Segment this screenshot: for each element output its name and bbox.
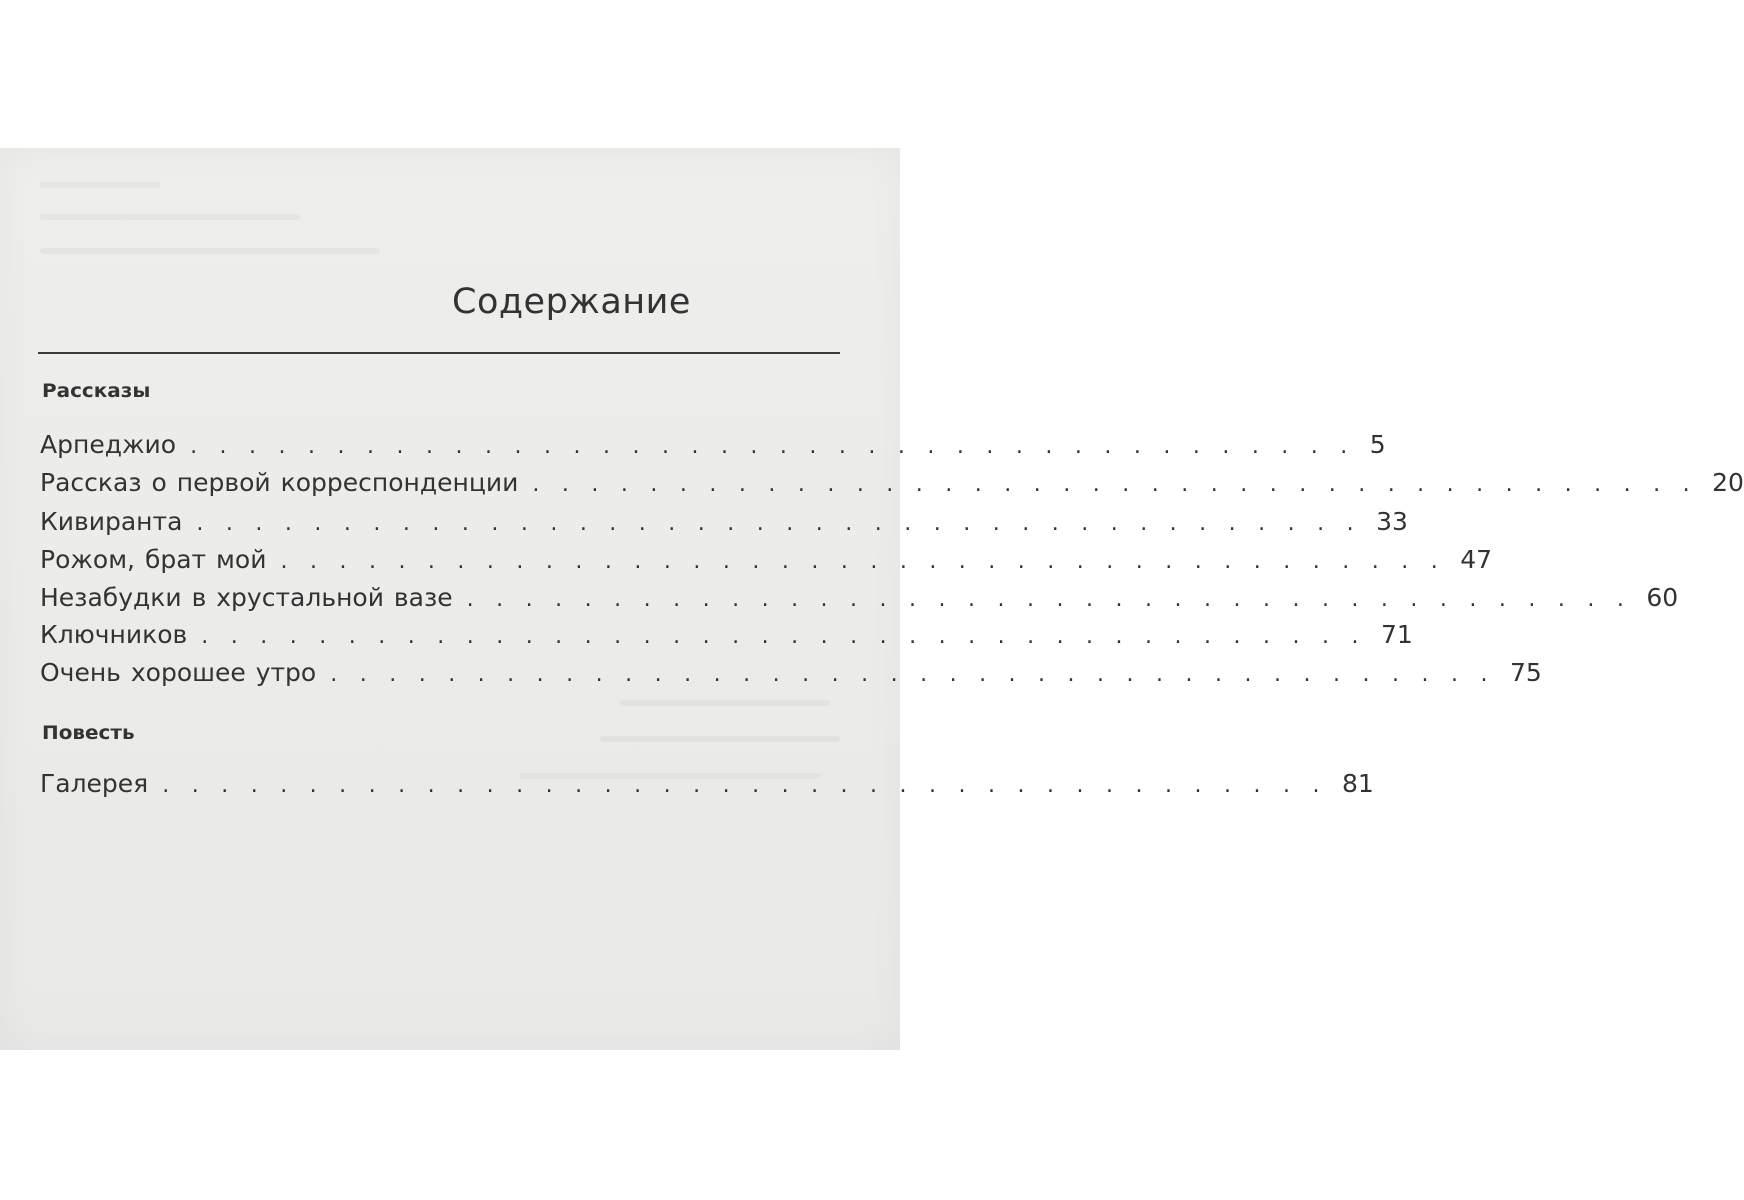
dot-leader: ........................................ (280, 549, 1461, 574)
entry-page: 20 (1712, 468, 1744, 497)
toc-entry (40, 507, 1408, 543)
entry-page: 75 (1509, 658, 1542, 687)
entry-title: Кивиранта (40, 507, 183, 536)
dot-leader: ........................................ (466, 587, 1647, 612)
toc-entry (40, 658, 1542, 694)
dot-leader: ........................................ (162, 773, 1342, 798)
entry-page: 5 (1369, 430, 1386, 459)
entry-title: Рожом, брат мой (40, 545, 267, 574)
toc-entry (40, 430, 1386, 466)
entry-title: Галерея (40, 769, 149, 798)
toc-entry (40, 620, 1413, 656)
entry-title: Арпеджио (40, 430, 177, 459)
toc-entry (40, 545, 1493, 581)
entry-title: Незабудки в хрустальной вазе (40, 583, 453, 612)
entry-page: 71 (1381, 620, 1413, 649)
show-through-mark (620, 700, 830, 706)
entry-title: Очень хорошее утро (40, 658, 317, 687)
entry-page: 81 (1341, 769, 1374, 798)
toc-entry (40, 583, 1679, 619)
dot-leader: ........................................ (532, 472, 1713, 497)
toc-entry (40, 468, 1744, 504)
entry-page: 60 (1646, 583, 1679, 612)
show-through-mark (40, 214, 300, 220)
show-through-mark (40, 182, 160, 188)
entry-title: Ключников (40, 620, 188, 649)
page-title: Содержание (452, 282, 691, 322)
dot-leader: ........................................ (201, 624, 1381, 649)
show-through-mark (40, 248, 380, 254)
title-divider (38, 352, 840, 354)
dot-leader: ........................................ (196, 511, 1377, 536)
section-heading-stories: Рассказы (42, 380, 151, 402)
entry-page: 47 (1460, 545, 1493, 574)
dot-leader: ........................................ (330, 662, 1510, 687)
dot-leader: ........................................ (190, 434, 1370, 459)
entry-title: Рассказ о первой корреспонденции (40, 468, 519, 497)
section-heading-novella: Повесть (42, 722, 135, 744)
entry-page: 33 (1376, 507, 1408, 536)
show-through-mark (600, 736, 840, 742)
toc-entry (40, 769, 1374, 805)
